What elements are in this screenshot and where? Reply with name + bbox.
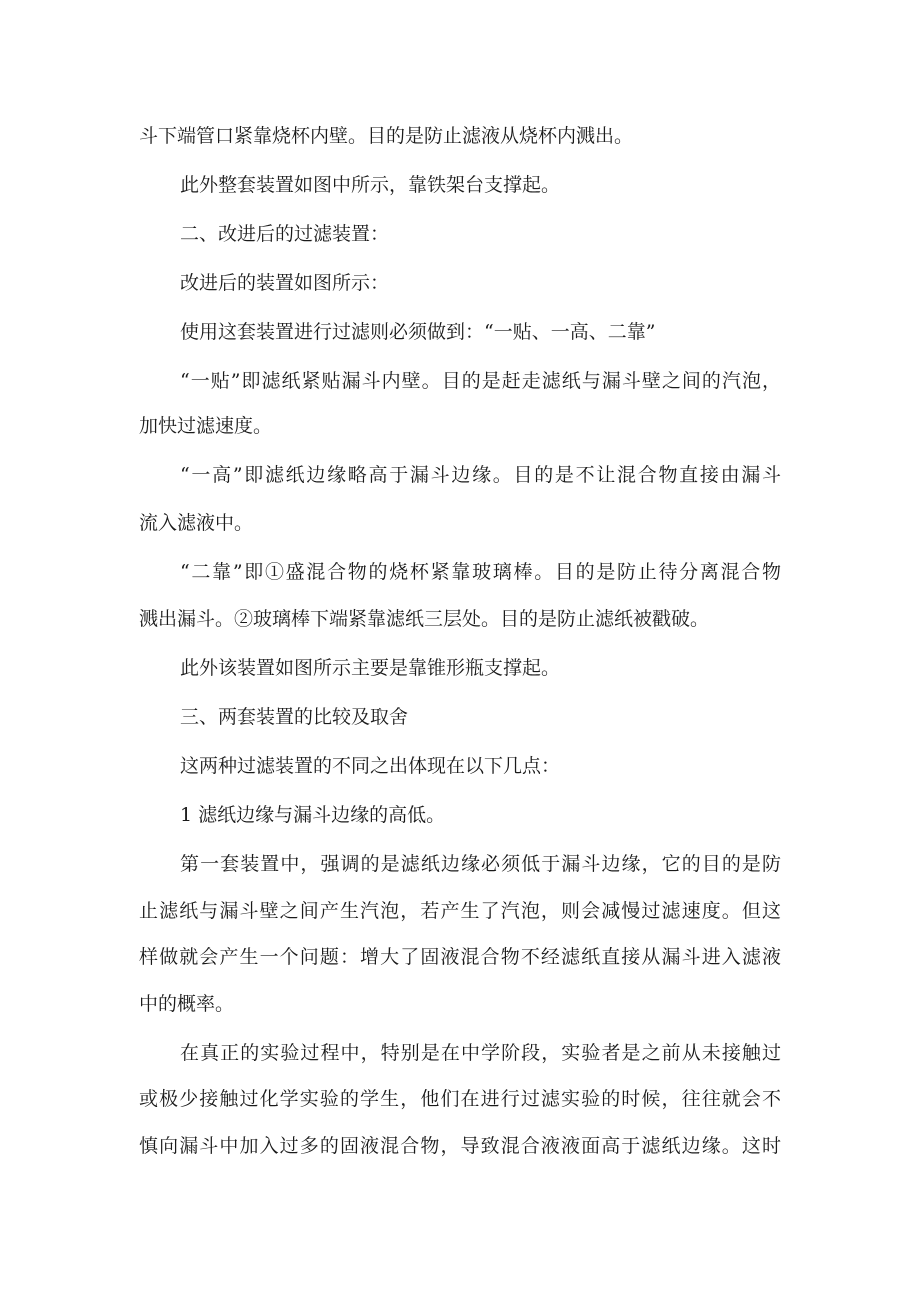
- paragraph-line: 止滤纸与漏斗壁之间产生汽泡，若产生了汽泡，则会减慢过滤速度。但这: [139, 900, 781, 922]
- paragraph-line: 此外该装置如图所示主要是靠锥形瓶支撑起。: [180, 657, 561, 679]
- paragraph-line: 在真正的实验过程中，特别是在中学阶段，实验者是之前从未接触过: [180, 1042, 781, 1064]
- paragraph-line: 流入滤液中。: [139, 512, 254, 534]
- paragraph-line: 改进后的装置如图所示：: [180, 272, 390, 294]
- paragraph-line: “一贴”即滤纸紧贴漏斗内壁。目的是赶走滤纸与漏斗壁之间的汽泡，: [180, 370, 781, 392]
- paragraph-line: 斗下端管口紧靠烧杯内壁。目的是防止滤液从烧杯内溅出。: [139, 125, 634, 147]
- paragraph-line: “一高”即滤纸边缘略高于漏斗边缘。目的是不让混合物直接由漏斗: [180, 464, 781, 486]
- section-heading: 二、改进后的过滤装置：: [180, 223, 390, 245]
- paragraph-line: 样做就会产生一个问题：增大了固液混合物不经滤纸直接从漏斗进入滤液: [139, 946, 781, 968]
- paragraph-line: 中的概率。: [139, 993, 235, 1015]
- paragraph-line: 第一套装置中，强调的是滤纸边缘必须低于漏斗边缘，它的目的是防: [180, 853, 781, 875]
- paragraph-line: 或极少接触过化学实验的学生，他们在进行过滤实验的时候，往往就会不: [139, 1088, 781, 1110]
- paragraph-line: 使用这套装置进行过滤则必须做到：“一贴、一高、二靠”: [180, 321, 656, 343]
- section-heading: 三、两套装置的比较及取舍: [180, 706, 409, 728]
- paragraph-line: “二靠”即①盛混合物的烧杯紧靠玻璃棒。目的是防止待分离混合物: [180, 561, 781, 583]
- paragraph-line: 此外整套装置如图中所示，靠铁架台支撑起。: [180, 174, 561, 196]
- paragraph-line: 加快过滤速度。: [139, 415, 273, 437]
- paragraph-line: 溅出漏斗。②玻璃棒下端紧靠滤纸三层处。目的是防止滤纸被戳破。: [139, 608, 710, 630]
- subsection-heading: 1 滤纸边缘与漏斗边缘的高低。: [180, 804, 446, 826]
- paragraph-line: 这两种过滤装置的不同之出体现在以下几点：: [180, 755, 561, 777]
- paragraph-line: 慎向漏斗中加入过多的固液混合物，导致混合液液面高于滤纸边缘。这时: [139, 1135, 781, 1157]
